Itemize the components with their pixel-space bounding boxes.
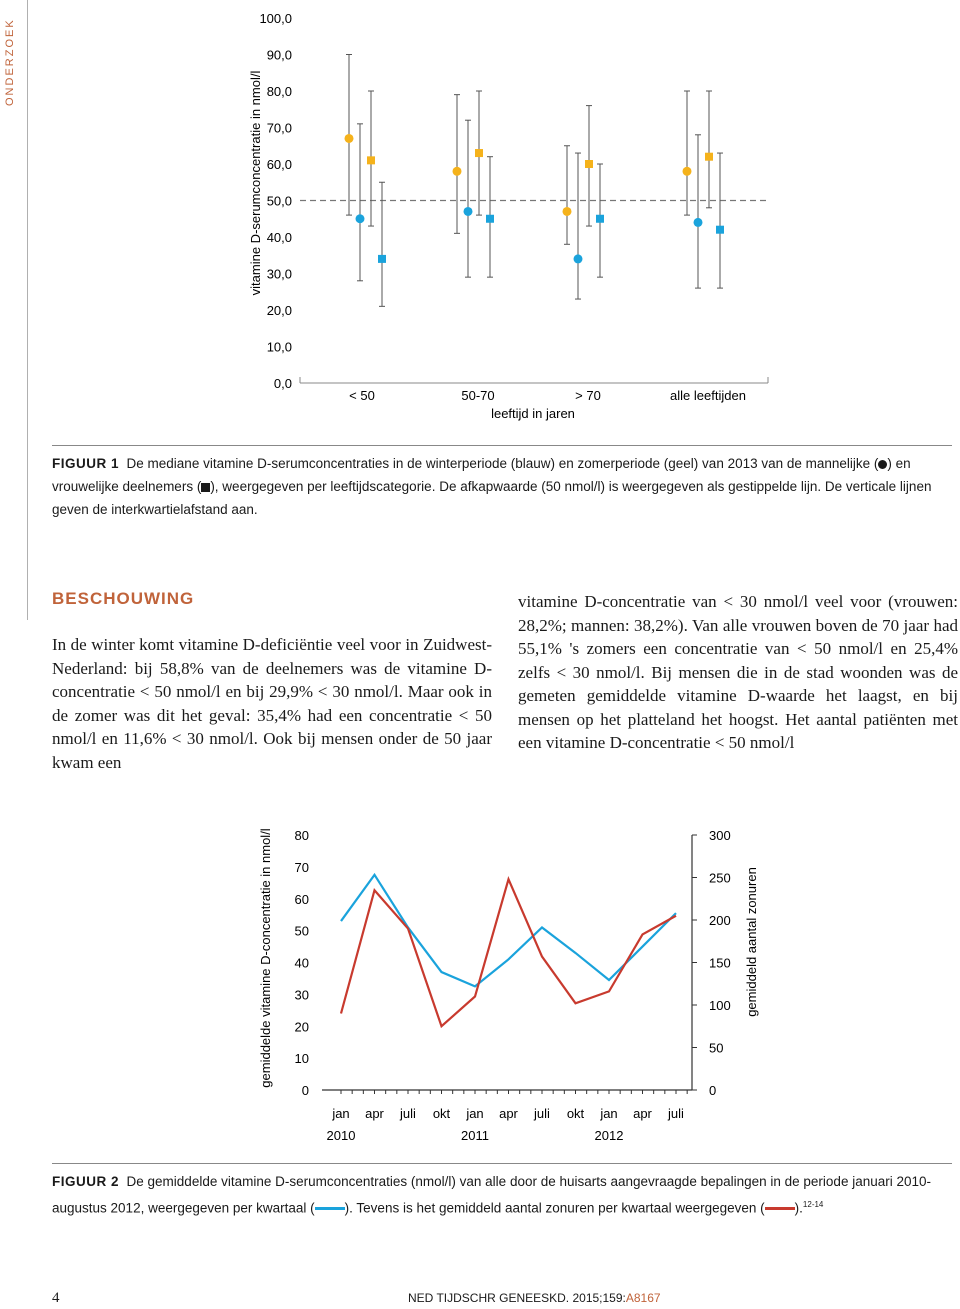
figure2-x-month-label: jan — [332, 1106, 350, 1121]
figure2-x-year-label: 2010 — [326, 1128, 356, 1143]
figure1-chart — [0, 0, 960, 430]
median-point-zomer-man — [453, 167, 462, 176]
figure1-category-label: < 50 — [349, 388, 375, 403]
figure2-x-month-label: jan — [600, 1106, 618, 1121]
median-point-zomer-man — [683, 167, 692, 176]
median-point-winter-vrouw — [596, 215, 604, 223]
figure1-y-tick-label: 10,0 — [266, 339, 292, 355]
figure2-x-month-label: juli — [400, 1106, 416, 1121]
figure2-label: FIGUUR 2 — [52, 1174, 120, 1189]
median-point-zomer-vrouw — [705, 153, 713, 161]
figure2-y-tick-label: 10 — [294, 1051, 309, 1067]
figure2-x-month-label: apr — [499, 1106, 518, 1121]
figure2-x-month-label: okt — [566, 1106, 585, 1121]
figure2-y2-tick-label: 250 — [709, 870, 731, 886]
figure1-category-label: 50-70 — [461, 388, 495, 403]
series-line-vitamine-d — [341, 875, 676, 987]
figure1-caption-part-c: ), weergegeven per leeftijdscategorie. De afkapwaarde (50 nmol/l) is weergegeven als gestippelde lijn. De verticale lijnen geven de interkwartielafstand aan. — [52, 479, 932, 517]
median-point-zomer-vrouw — [475, 149, 483, 157]
figure1-caption-part-a: De mediane vitamine D-serumconcentraties in de winterperiode (blauw) en zomerperiode (geel) van 2013 van de mannelijke ( — [126, 456, 879, 471]
figure2-y-axis-label: gemiddelde vitamine D-concentratie in nmol/l — [258, 828, 273, 1088]
median-point-zomer-man — [345, 134, 354, 143]
body-column-right: vitamine D-concentratie van < 30 nmol/l veel voor (vrouwen: 28,2%; mannen: 38,2%). Van alle vrouwen boven de 70 jaar had 55,1% 's zomers een concentratie van < 50 nmol/l en 25,4% zelfs < 30 nmol/l. Bij mensen die in de stad woonden was de gemeten gemiddelde vitamine D-waarde het laagst, en bij mensen op het platteland het hoogst. Het aantal patiënten met een vitamine D-concentratie < 50 nmol/l — [518, 592, 958, 752]
figure2-y-tick-label: 80 — [294, 828, 309, 843]
figure1-caption-part-b: ) en vrouwelijke deelnemers ( — [52, 456, 911, 494]
figure2-y2-tick-label: 200 — [709, 913, 731, 928]
figure1-category-label: > 70 — [575, 388, 601, 403]
journal-citation — [408, 1291, 661, 1305]
figure1-y-tick-label: 60,0 — [266, 157, 292, 172]
figure1-y-axis-label: vitamine D-serumconcentratie in nmol/l — [248, 70, 263, 296]
figure1-x-axis-label: leeftijd in jaren — [491, 406, 575, 421]
figure2-y-tick-label: 0 — [301, 1083, 309, 1098]
median-point-winter-man — [464, 207, 473, 216]
figure2-x-year-label: 2011 — [461, 1128, 489, 1143]
figure1-y-tick-label: 100,0 — [259, 11, 292, 26]
figure2-y2-tick-label: 100 — [709, 998, 731, 1013]
figure1-y-tick-label: 80,0 — [266, 84, 292, 99]
median-point-winter-man — [694, 218, 703, 227]
median-point-winter-man — [574, 254, 583, 263]
figure2-y-tick-label: 50 — [294, 923, 309, 939]
figure2-y2-tick-label: 0 — [709, 1083, 717, 1098]
figure2-y-tick-label: 60 — [294, 891, 309, 907]
figure2-x-month-label: juli — [668, 1106, 684, 1121]
median-point-zomer-vrouw — [585, 160, 593, 168]
section-label: ONDERZOEK — [4, 18, 16, 106]
figure2-caption-rule — [52, 1163, 952, 1164]
figure1-y-tick-label: 0,0 — [273, 376, 292, 391]
figure2-caption-part-b: ). Tevens is het gemiddeld aantal zonuren per kwartaal weergegeven ( — [344, 1200, 765, 1216]
figure1-y-tick-label: 70,0 — [266, 120, 292, 136]
figure2-y-tick-label: 40 — [294, 955, 309, 971]
section-heading: BESCHOUWING — [52, 589, 195, 608]
median-point-winter-vrouw — [486, 215, 494, 223]
median-point-zomer-man — [563, 207, 572, 216]
figure2-caption — [52, 1170, 952, 1220]
blue-line-legend-icon — [315, 1207, 345, 1210]
figure2-x-month-label: jan — [466, 1106, 484, 1121]
figure2-caption-part-c: ). — [794, 1200, 803, 1216]
figure1-y-tick-label: 50,0 — [266, 193, 292, 209]
figure1-y-tick-label: 20,0 — [266, 303, 292, 318]
median-point-winter-vrouw — [378, 255, 386, 263]
figure2-y-tick-label: 70 — [294, 859, 309, 875]
median-point-winter-man — [356, 214, 365, 223]
figure2-caption-part-a: De gemiddelde vitamine D-serumconcentraties (nmol/l) van alle door de huisarts aangevraagde bepalingen in de periode januari 2010-augustus 2012, weergegeven per kwartaal ( — [52, 1174, 932, 1216]
figure1-y-tick-label: 40,0 — [266, 230, 292, 245]
figure1-label: FIGUUR 1 — [52, 456, 120, 471]
figure2-y2-tick-label: 300 — [709, 828, 731, 843]
median-point-zomer-vrouw — [367, 156, 375, 164]
median-point-winter-vrouw — [716, 226, 724, 234]
figure1-caption — [52, 452, 952, 521]
figure2-y-tick-label: 30 — [294, 987, 309, 1003]
page-number: 4 — [52, 1290, 60, 1306]
figure2-chart — [0, 810, 960, 1150]
figure1-caption-rule — [52, 445, 952, 446]
figure2-y-tick-label: 20 — [294, 1019, 309, 1035]
figure1-y-tick-label: 90,0 — [266, 47, 292, 63]
figure2-x-month-label: okt — [432, 1106, 451, 1121]
body-column-left: In de winter komt vitamine D-deficiëntie veel voor in Zuidwest-Nederland: bij 58,8% van de deelnemers was de vitamine D-concentratie < 50 nmol/l en bij 29,9% < 30 nmol/l. Maar ook in de zomer was dit het geval: 35,4% had een concentratie < 50 nmol/l en 11,6% < 30 nmol/l. Ook bij mensen onder de 50 jaar kwam een — [52, 635, 492, 772]
figure2-x-month-label: apr — [633, 1106, 652, 1121]
journal-name: NED TIJDSCHR GENEESKD. 2015;159: — [408, 1291, 626, 1305]
figure2-x-month-label: apr — [365, 1106, 384, 1121]
figure2-y2-tick-label: 150 — [709, 955, 731, 971]
figure2-y2-tick-label: 50 — [709, 1040, 724, 1056]
reference-superscript: 12-14 — [802, 1200, 824, 1209]
figure2-x-year-label: 2012 — [594, 1128, 624, 1143]
figure1-category-label: alle leeftijden — [670, 388, 746, 403]
figure1-y-tick-label: 30,0 — [266, 266, 292, 282]
figure2-x-month-label: juli — [534, 1106, 550, 1121]
red-line-legend-icon — [765, 1207, 795, 1210]
figure2-y2-axis-label: gemiddeld aantal zonuren — [744, 867, 759, 1017]
article-number: A8167 — [625, 1291, 661, 1305]
square-marker-icon — [201, 483, 210, 492]
